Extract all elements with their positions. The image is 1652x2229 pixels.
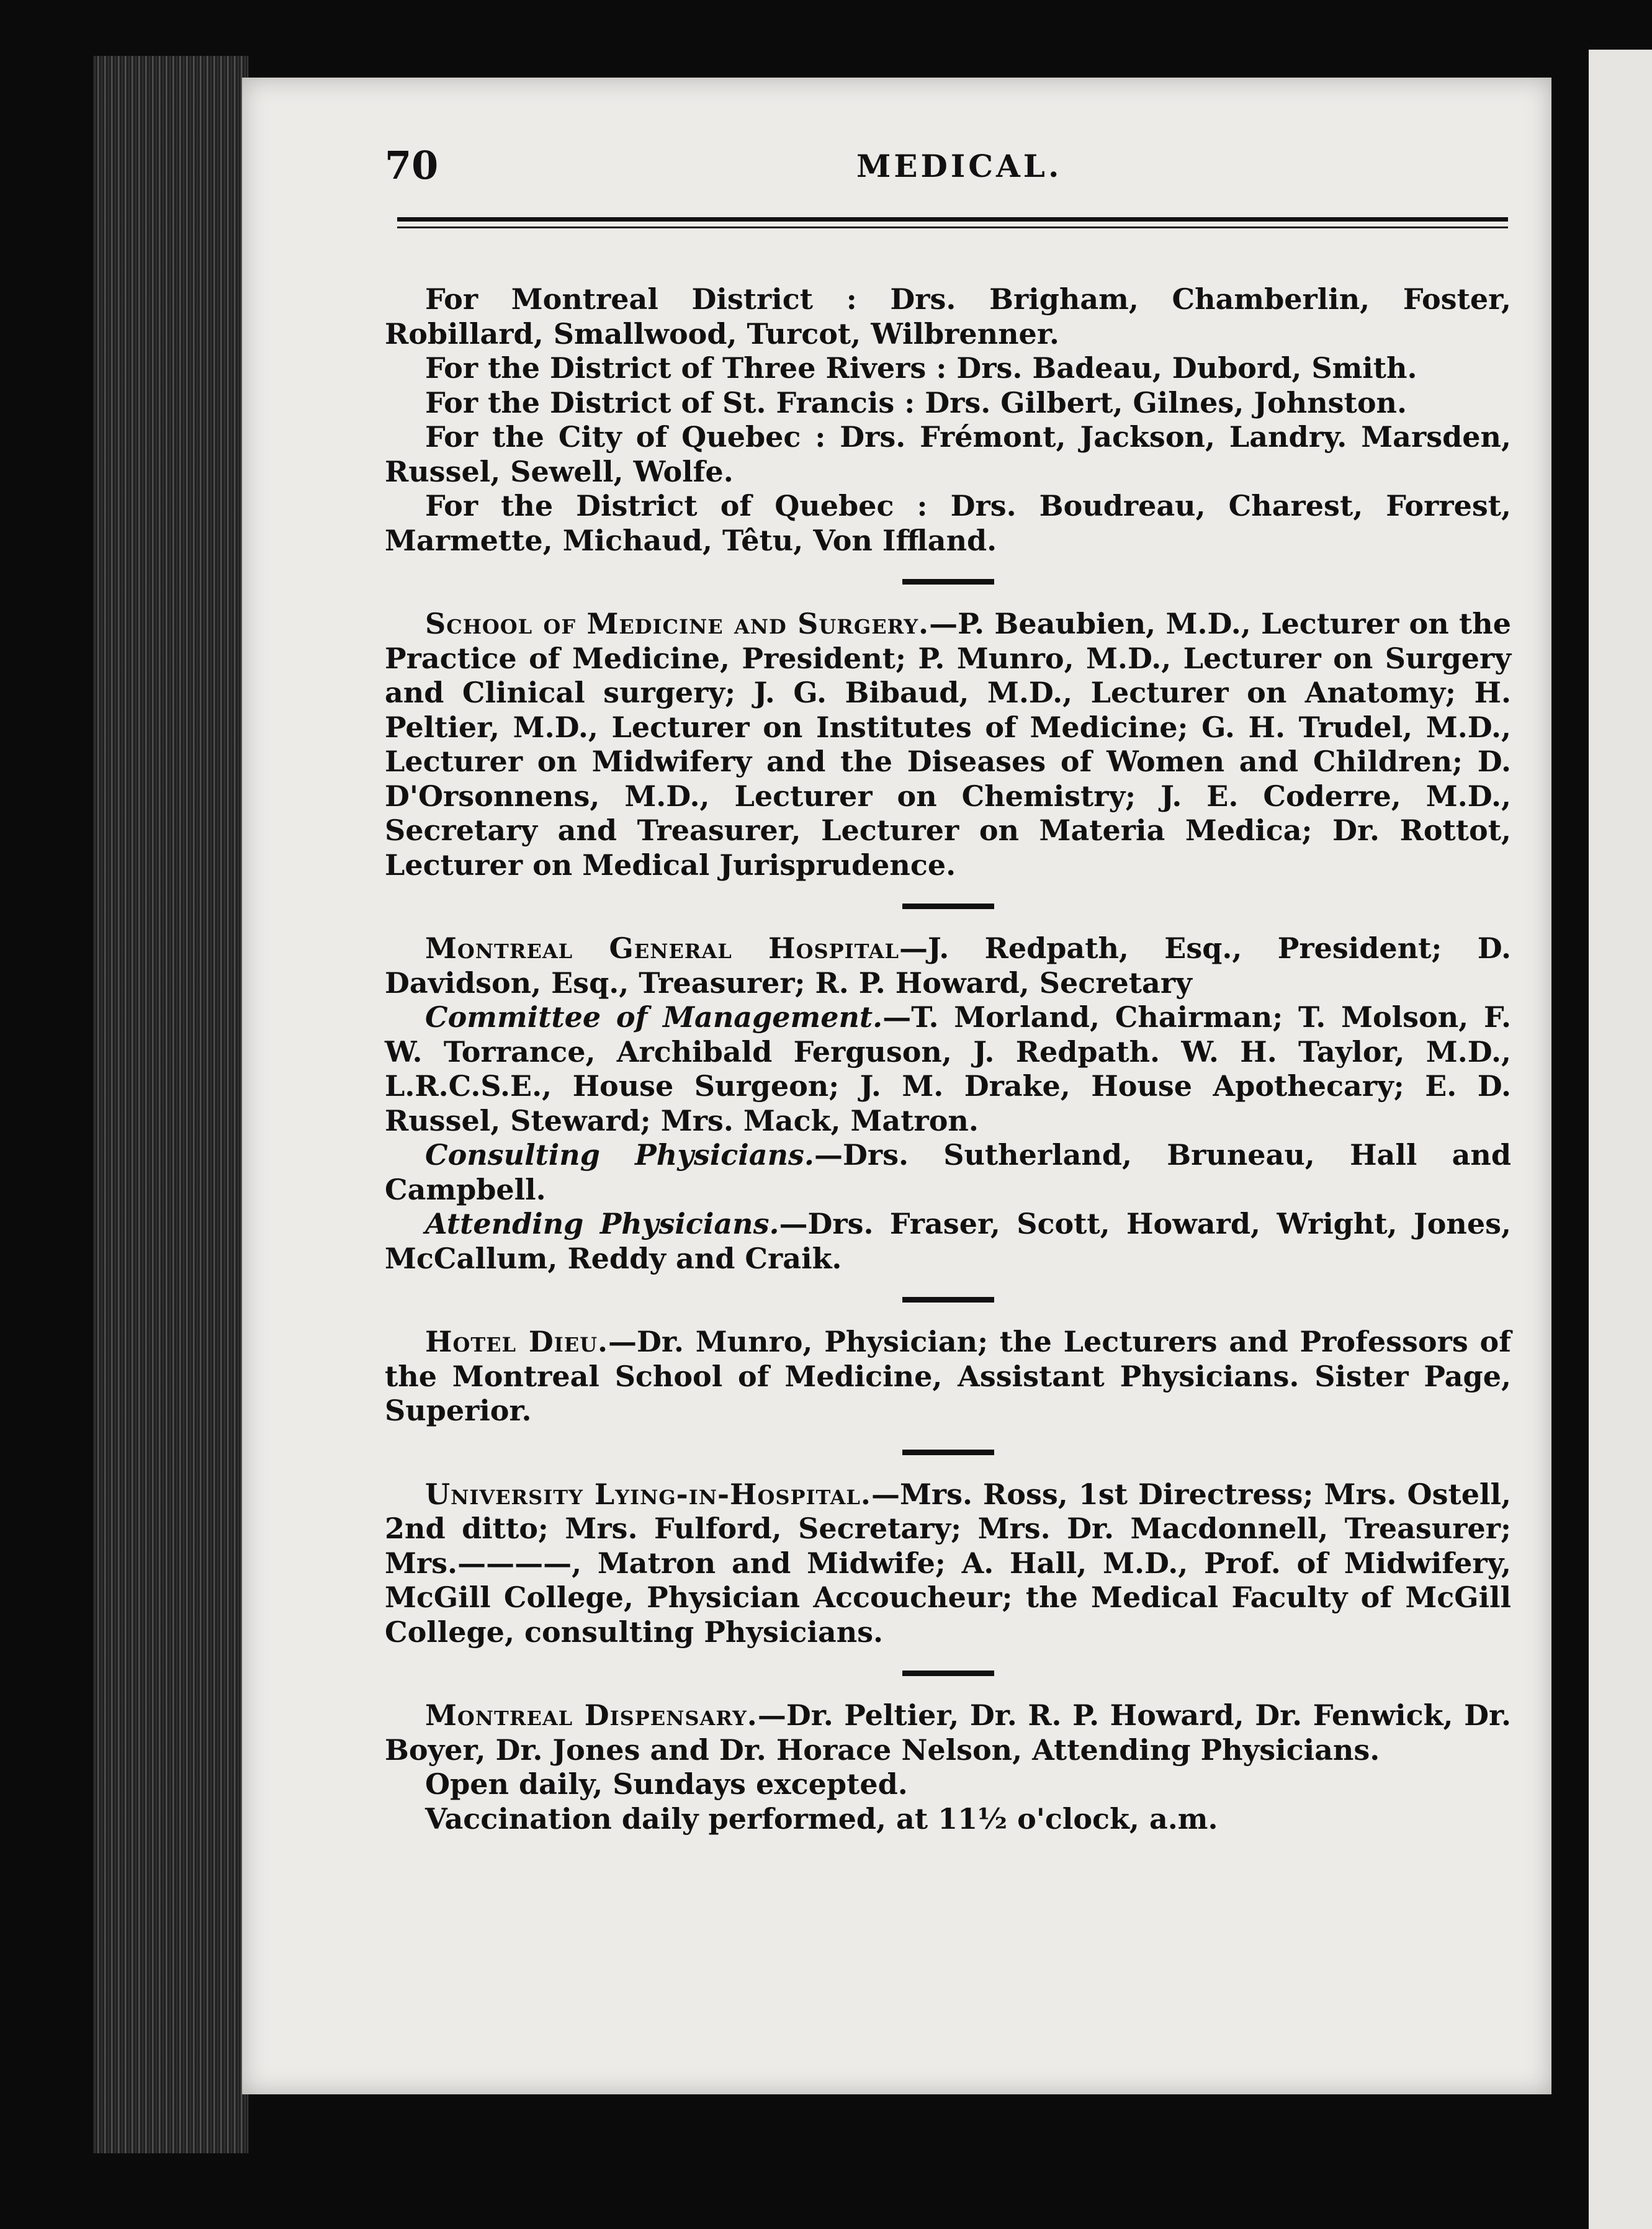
board-label: For the District of Three Rivers : xyxy=(425,351,957,385)
attending-paragraph xyxy=(385,1207,1511,1276)
consulting-paragraph xyxy=(385,1138,1511,1207)
dispensary-paragraph xyxy=(385,1698,1511,1767)
committee-label: Committee of Management. xyxy=(425,1000,883,1034)
dispensary-note: Open daily, Sundays excepted. xyxy=(425,1767,908,1801)
board-label: For Montreal District : xyxy=(425,282,891,316)
hotel-dieu-paragraph xyxy=(385,1325,1511,1428)
board-entry xyxy=(385,351,1511,386)
board-members: Drs. Badeau, Dubord, Smith. xyxy=(956,351,1417,385)
lying-in-paragraph xyxy=(385,1478,1511,1650)
board-members: Drs. Gilbert, Gilnes, Johnston. xyxy=(925,385,1407,419)
lying-in-hospital-section xyxy=(385,1478,1511,1650)
facing-page-edge xyxy=(1589,50,1652,2229)
school-text: —P. Beaubien, M.D., Lecturer on the Practice of Medicine, President; P. Munro, M.D., Lecturer on Surgery and Clinical surgery; J. G. Bibaud, M.D., Lecturer on Anatomy; H. Peltier, M.D., Lecturer on Institutes of Medicine; G. H. Trudel, M.D., Lecturer on Midwifery and the Diseases of Women and Children; D. D'Orsonnens, M.D., Lecturer on Chemistry; J. E. Coderre, M.D., Secretary and Treasurer, Lecturer on Materia Medica; Dr. Rottot, Lecturer on Medical Jurisprudence. xyxy=(385,607,1512,882)
dispensary-section xyxy=(385,1698,1511,1836)
board-members: Drs. Frémont, Jackson, Landry. Marsden, Russel, Sewell, Wolfe. xyxy=(385,420,1511,488)
section-separator xyxy=(902,1450,994,1455)
board-entry xyxy=(385,420,1511,489)
board-label: For the District of St. Francis : xyxy=(425,385,925,419)
lying-in-text: —Mrs. Ross, 1st Directress; Mrs. Ostell, 2nd ditto; Mrs. Fulford, Secretary; Mrs. Dr. Macdonnell, Treasurer; Mrs.————, Matron and Midwife; A. Hall, M.D., Prof. of Midwifery, McGill College, Physician Accoucheur; the Medical Faculty of McGill College, consulting Physicians. xyxy=(385,1477,1511,1649)
examiners-section xyxy=(385,282,1511,558)
dispensary-note: Vaccination daily performed, at 11½ o'clock, a.m. xyxy=(425,1801,1218,1836)
general-hospital-section xyxy=(385,931,1511,1276)
board-entry xyxy=(385,489,1511,558)
consulting-label: Consulting Physicians. xyxy=(425,1138,814,1172)
hospital-paragraph xyxy=(385,931,1511,1000)
school-paragraph xyxy=(385,607,1511,882)
section-separator xyxy=(902,1297,994,1303)
dispensary-heading: Montreal Dispensary. xyxy=(425,1698,758,1732)
board-label: For the District of Quebec : xyxy=(425,489,951,522)
hotel-dieu-section xyxy=(385,1325,1511,1428)
board-entry xyxy=(385,386,1511,421)
committee-paragraph xyxy=(385,1000,1511,1138)
board-label: For the City of Quebec : xyxy=(425,420,840,454)
section-separator xyxy=(902,579,994,585)
header-rule-thin xyxy=(397,226,1508,228)
section-separator xyxy=(902,1671,994,1676)
board-entry xyxy=(385,282,1511,351)
page-gutter xyxy=(1551,50,1589,2229)
header-rule-thick xyxy=(397,217,1508,222)
hospital-text: —J. Redpath, Esq., President; D. Davidson, Esq., Treasurer; R. P. Howard, Secretary xyxy=(385,931,1511,1000)
page-header xyxy=(385,143,1508,199)
committee-text: —T. Morland, Chairman; T. Molson, F. W. Torrance, Archibald Ferguson, J. Redpath. W. H. Taylor, M.D., L.R.C.S.E., House Surgeon; J. M. Drake, House Apothecary; E. D. Russel, Steward; Mrs. Mack, Matron. xyxy=(385,1000,1511,1137)
attending-text: —Drs. Fraser, Scott, Howard, Wright, Jones, McCallum, Reddy and Craik. xyxy=(385,1207,1511,1275)
lying-in-heading: University Lying-in-Hospital. xyxy=(425,1477,871,1511)
board-members: Drs. Boudreau, Charest, Forrest, Marmette, Michaud, Têtu, Von Iffland. xyxy=(385,489,1511,557)
section-separator xyxy=(902,904,994,909)
school-heading: School of Medicine and Surgery. xyxy=(425,607,930,640)
page-body xyxy=(385,282,1511,1836)
hospital-heading: Montreal General Hospital xyxy=(425,931,900,965)
dispensary-text: —Dr. Peltier, Dr. R. P. Howard, Dr. Fenwick, Dr. Boyer, Dr. Jones and Dr. Horace Nelson, Attending Physicians. xyxy=(385,1698,1511,1767)
attending-label: Attending Physicians. xyxy=(425,1207,779,1240)
hotel-dieu-heading: Hotel Dieu. xyxy=(425,1325,608,1358)
school-of-medicine-section xyxy=(385,607,1511,882)
book-page-edges xyxy=(93,56,248,2153)
running-head-title: MEDICAL. xyxy=(856,148,1062,184)
board-members: Drs. Brigham, Chamberlin, Foster, Robillard, Smallwood, Turcot, Wilbrenner. xyxy=(385,282,1511,351)
page-number: 70 xyxy=(385,143,439,188)
hotel-dieu-text: —Dr. Munro, Physician; the Lecturers and Professors of the Montreal School of Medicine, Assistant Physicians. Sister Page, Superior. xyxy=(385,1325,1511,1427)
consulting-text: —Drs. Sutherland, Bruneau, Hall and Campbell. xyxy=(385,1138,1511,1206)
